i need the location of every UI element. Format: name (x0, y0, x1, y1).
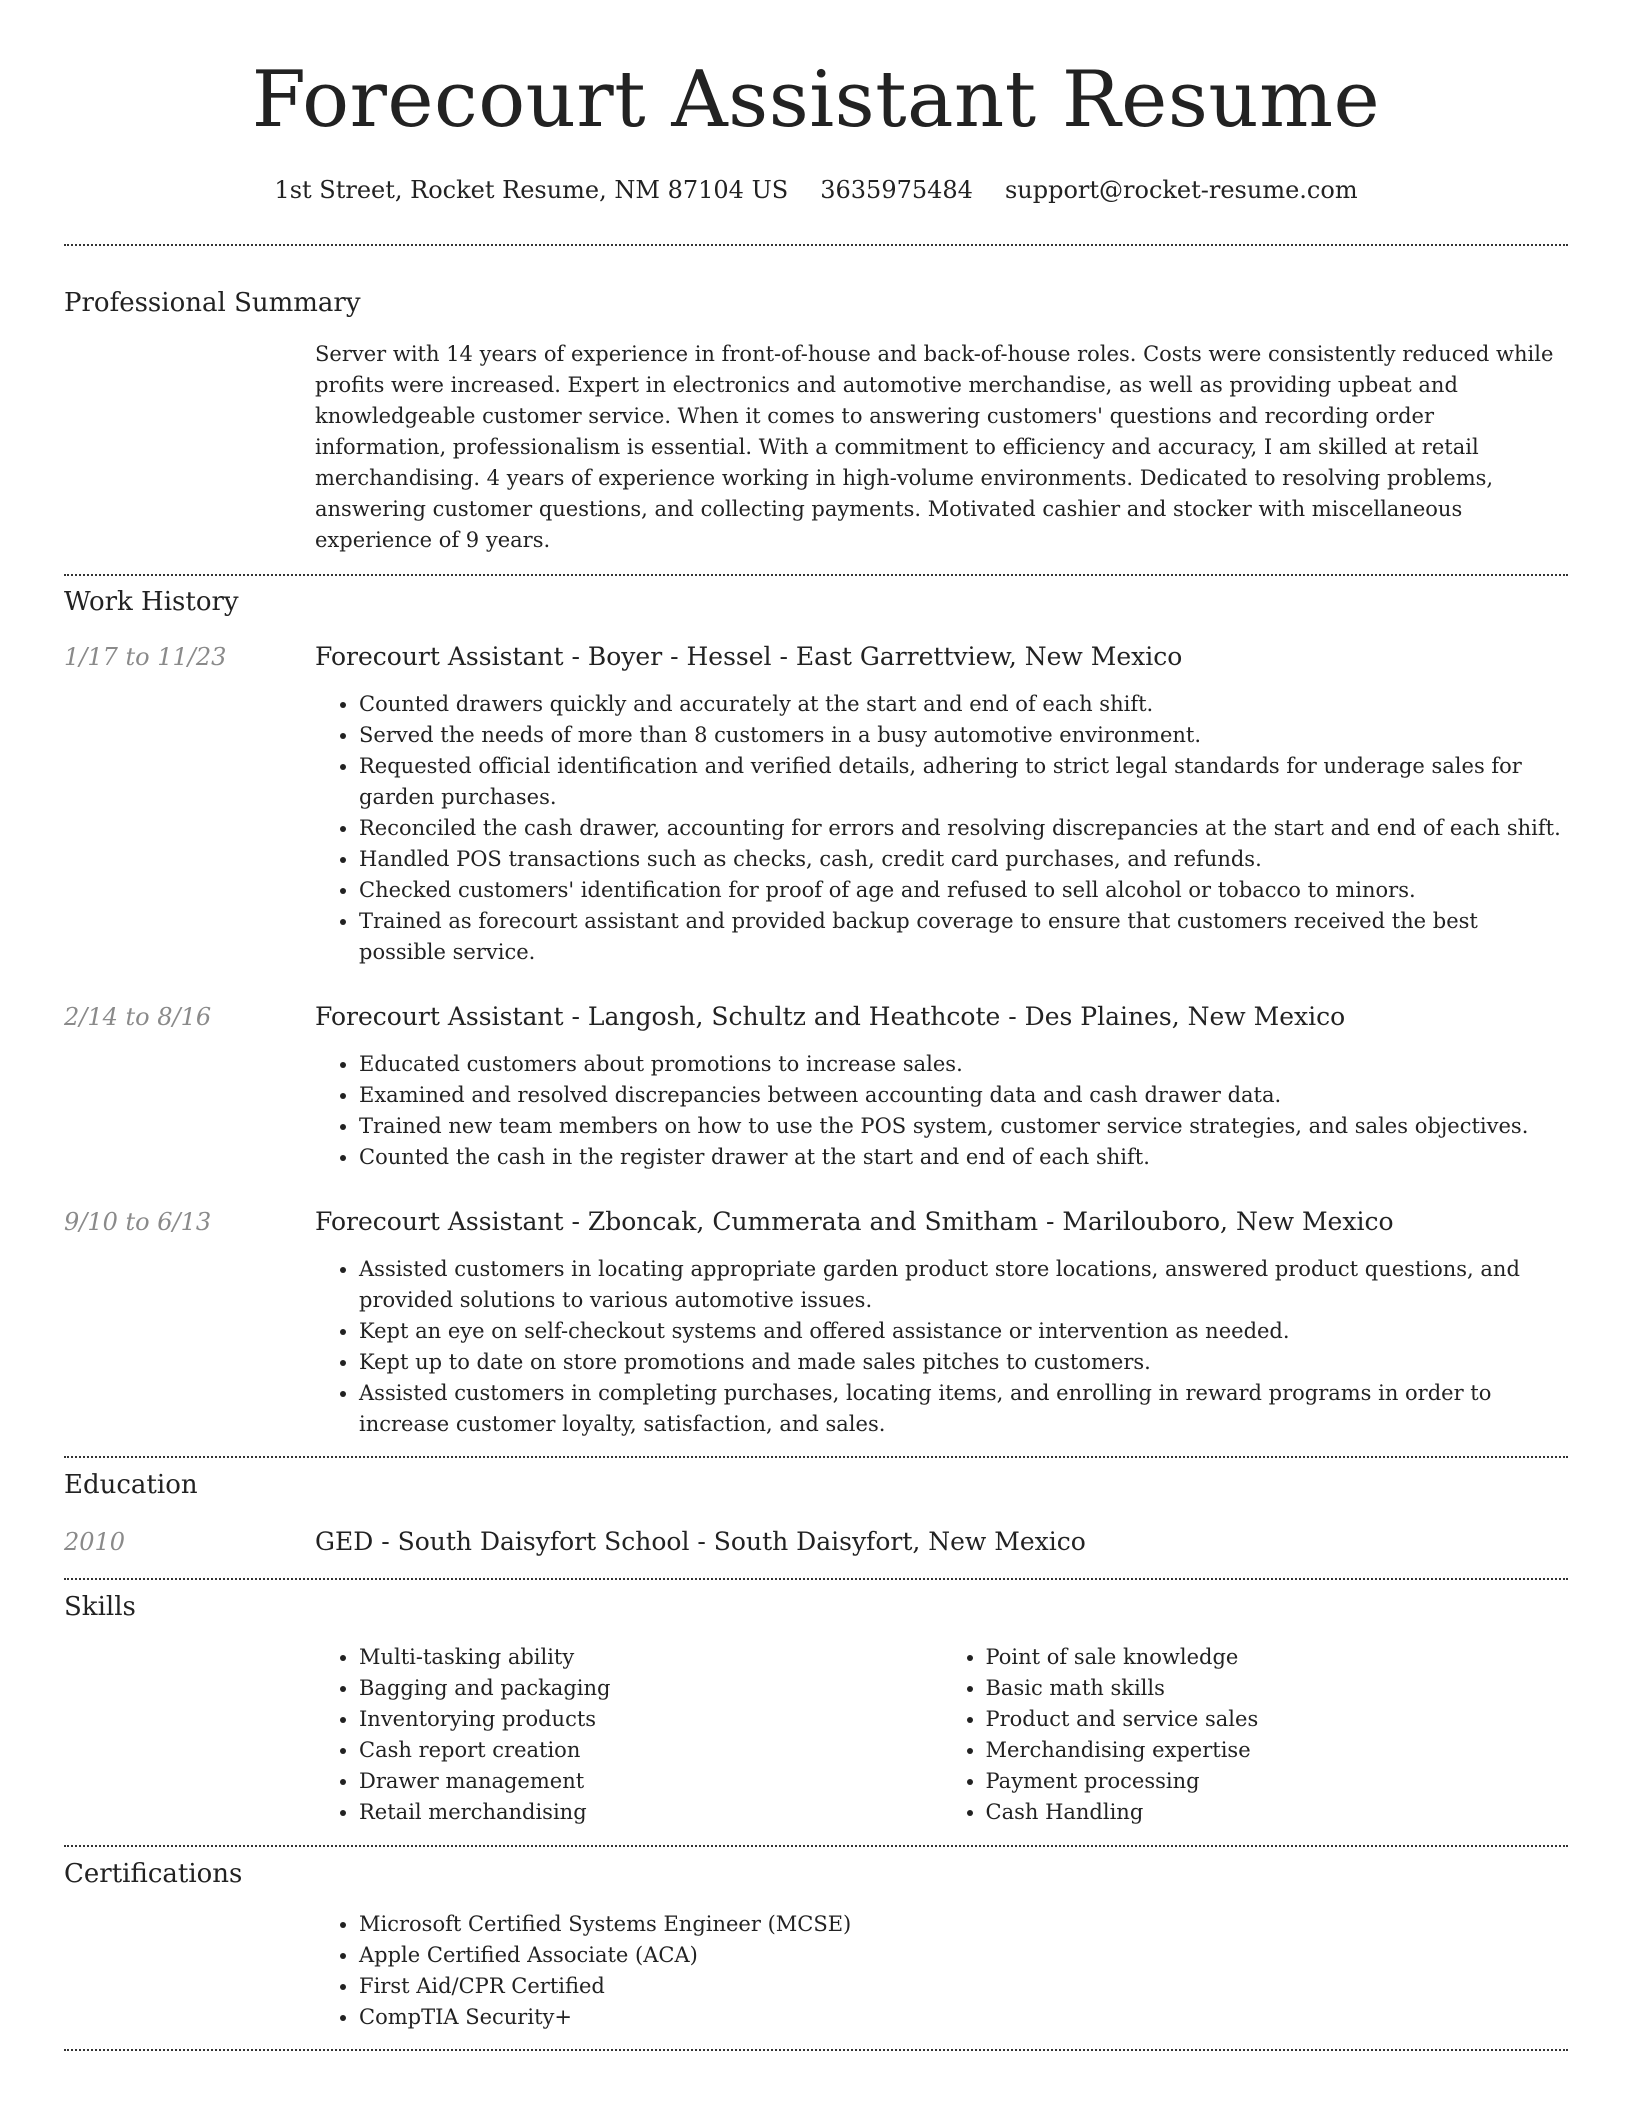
list-item: • Reconciled the cash drawer, accounting for errors and resolving discrepancies at the start and end of each shift. (359, 813, 1568, 844)
job-title: Forecourt Assistant - Boyer - Hessel - East Garrettview, New Mexico (315, 642, 1183, 671)
list-item: • Assisted customers in locating appropriate garden product store locations, answered product questions, and provided solutions to various automotive issues. (359, 1254, 1568, 1316)
certifications-list (315, 1909, 1568, 2033)
list-item: • Point of sale knowledge (986, 1642, 1569, 1673)
list-item: • CompTIA Security+ (359, 2002, 1568, 2033)
education-entry (64, 1526, 1568, 1558)
divider (64, 1578, 1568, 1580)
section-heading-summary: Professional Summary (64, 288, 361, 318)
contact-email: support@rocket-resume.com (1004, 176, 1358, 204)
job-entry (64, 1001, 1568, 1173)
section-heading-education: Education (64, 1470, 198, 1500)
list-item: • Counted drawers quickly and accurately at the start and end of each shift. (359, 689, 1568, 720)
list-item: • Trained as forecourt assistant and provided backup coverage to ensure that customers received the best possible service. (359, 906, 1568, 968)
list-item: • Drawer management (359, 1766, 942, 1797)
section-heading-skills: Skills (64, 1592, 136, 1622)
contact-line (64, 174, 1568, 206)
certifications-list-wrap (315, 1909, 1568, 2033)
job-dates: 2/14 to 8/16 (64, 1003, 212, 1031)
skills-spacer (64, 1642, 315, 1828)
skills-list-left (315, 1642, 942, 1828)
list-item: • Served the needs of more than 8 customers in a busy automotive environment. (359, 720, 1568, 751)
section-heading-work: Work History (64, 587, 239, 617)
summary-spacer (64, 339, 315, 556)
list-item: • Bagging and packaging (359, 1673, 942, 1704)
resume-title: Forecourt Assistant Resume (251, 55, 1381, 145)
list-item: • Apple Certified Associate (ACA) (359, 1940, 1568, 1971)
job-bullets (315, 689, 1568, 968)
job-entry (64, 1206, 1568, 1440)
skills-columns (315, 1642, 1568, 1828)
job-title: Forecourt Assistant - Zboncak, Cummerata and Smitham - Marilouboro, New Mexico (315, 1207, 1394, 1236)
list-item: • Handled POS transactions such as checks, cash, credit card purchases, and refunds. (359, 844, 1568, 875)
divider (64, 1456, 1568, 1458)
list-item: • Kept up to date on store promotions and made sales pitches to customers. (359, 1347, 1568, 1378)
list-item: • Product and service sales (986, 1704, 1569, 1735)
skills-list-right (942, 1642, 1569, 1828)
divider (64, 2049, 1568, 2051)
list-item: • Cash report creation (359, 1735, 942, 1766)
summary-text: Server with 14 years of experience in front-of-house and back-of-house roles. Costs were consistently reduced while profits were increased. Expert in electronics and automotive merchandise, as well as providing upbeat and knowledgeable customer service. When it comes to answering customers' questions and recording order information, professionalism is essential. With a commitment to efficiency and accuracy, I am skilled at retail merchandising. 4 years of experience working in high-volume environments. Dedicated to resolving problems, answering customer questions, and collecting payments. Motivated cashier and stocker with miscellaneous experience of 9 years. (315, 342, 1554, 552)
certifications-spacer (64, 1909, 315, 2033)
job-title: Forecourt Assistant - Langosh, Schultz and Heathcote - Des Plaines, New Mexico (315, 1002, 1346, 1031)
list-item: • Payment processing (986, 1766, 1569, 1797)
job-dates: 9/10 to 6/13 (64, 1208, 212, 1236)
list-item: • Assisted customers in completing purchases, locating items, and enrolling in reward programs in order to increase customer loyalty, satisfaction, and sales. (359, 1378, 1568, 1440)
contact-address: 1st Street, Rocket Resume, NM 87104 US (274, 176, 789, 204)
list-item: • Cash Handling (986, 1797, 1569, 1828)
list-item: • Basic math skills (986, 1673, 1569, 1704)
divider (64, 244, 1568, 246)
job-details (315, 641, 1568, 968)
job-details (315, 1206, 1568, 1440)
list-item: • Retail merchandising (359, 1797, 942, 1828)
list-item: • Educated customers about promotions to increase sales. (359, 1049, 1568, 1080)
education-year: 2010 (64, 1528, 126, 1556)
skills-row (64, 1642, 1568, 1828)
divider (64, 574, 1568, 576)
resume-page (64, 0, 1568, 2051)
list-item: • First Aid/CPR Certified (359, 1971, 1568, 2002)
list-item: • Multi-tasking ability (359, 1642, 942, 1673)
job-bullets (315, 1049, 1568, 1173)
job-bullets (315, 1254, 1568, 1440)
divider (64, 1845, 1568, 1847)
summary-row (64, 339, 1568, 556)
list-item: • Counted the cash in the register drawer at the start and end of each shift. (359, 1142, 1568, 1173)
list-item: • Merchandising expertise (986, 1735, 1569, 1766)
list-item: • Checked customers' identification for proof of age and refused to sell alcohol or tobacco to minors. (359, 875, 1568, 906)
list-item: • Trained new team members on how to use the POS system, customer service strategies, and sales objectives. (359, 1111, 1568, 1142)
list-item: • Examined and resolved discrepancies between accounting data and cash drawer data. (359, 1080, 1568, 1111)
job-details (315, 1001, 1568, 1173)
list-item: • Microsoft Certified Systems Engineer (MCSE) (359, 1909, 1568, 1940)
job-dates: 1/17 to 11/23 (64, 643, 227, 671)
list-item: • Kept an eye on self-checkout systems and offered assistance or intervention as needed. (359, 1316, 1568, 1347)
list-item: • Requested official identification and verified details, adhering to strict legal standards for underage sales for garden purchases. (359, 751, 1568, 813)
job-entry (64, 641, 1568, 968)
section-heading-certifications: Certifications (64, 1859, 243, 1889)
certifications-row (64, 1909, 1568, 2033)
contact-phone: 3635975484 (820, 176, 973, 204)
list-item: • Inventorying products (359, 1704, 942, 1735)
education-detail: GED - South Daisyfort School - South Daisyfort, New Mexico (315, 1527, 1086, 1556)
